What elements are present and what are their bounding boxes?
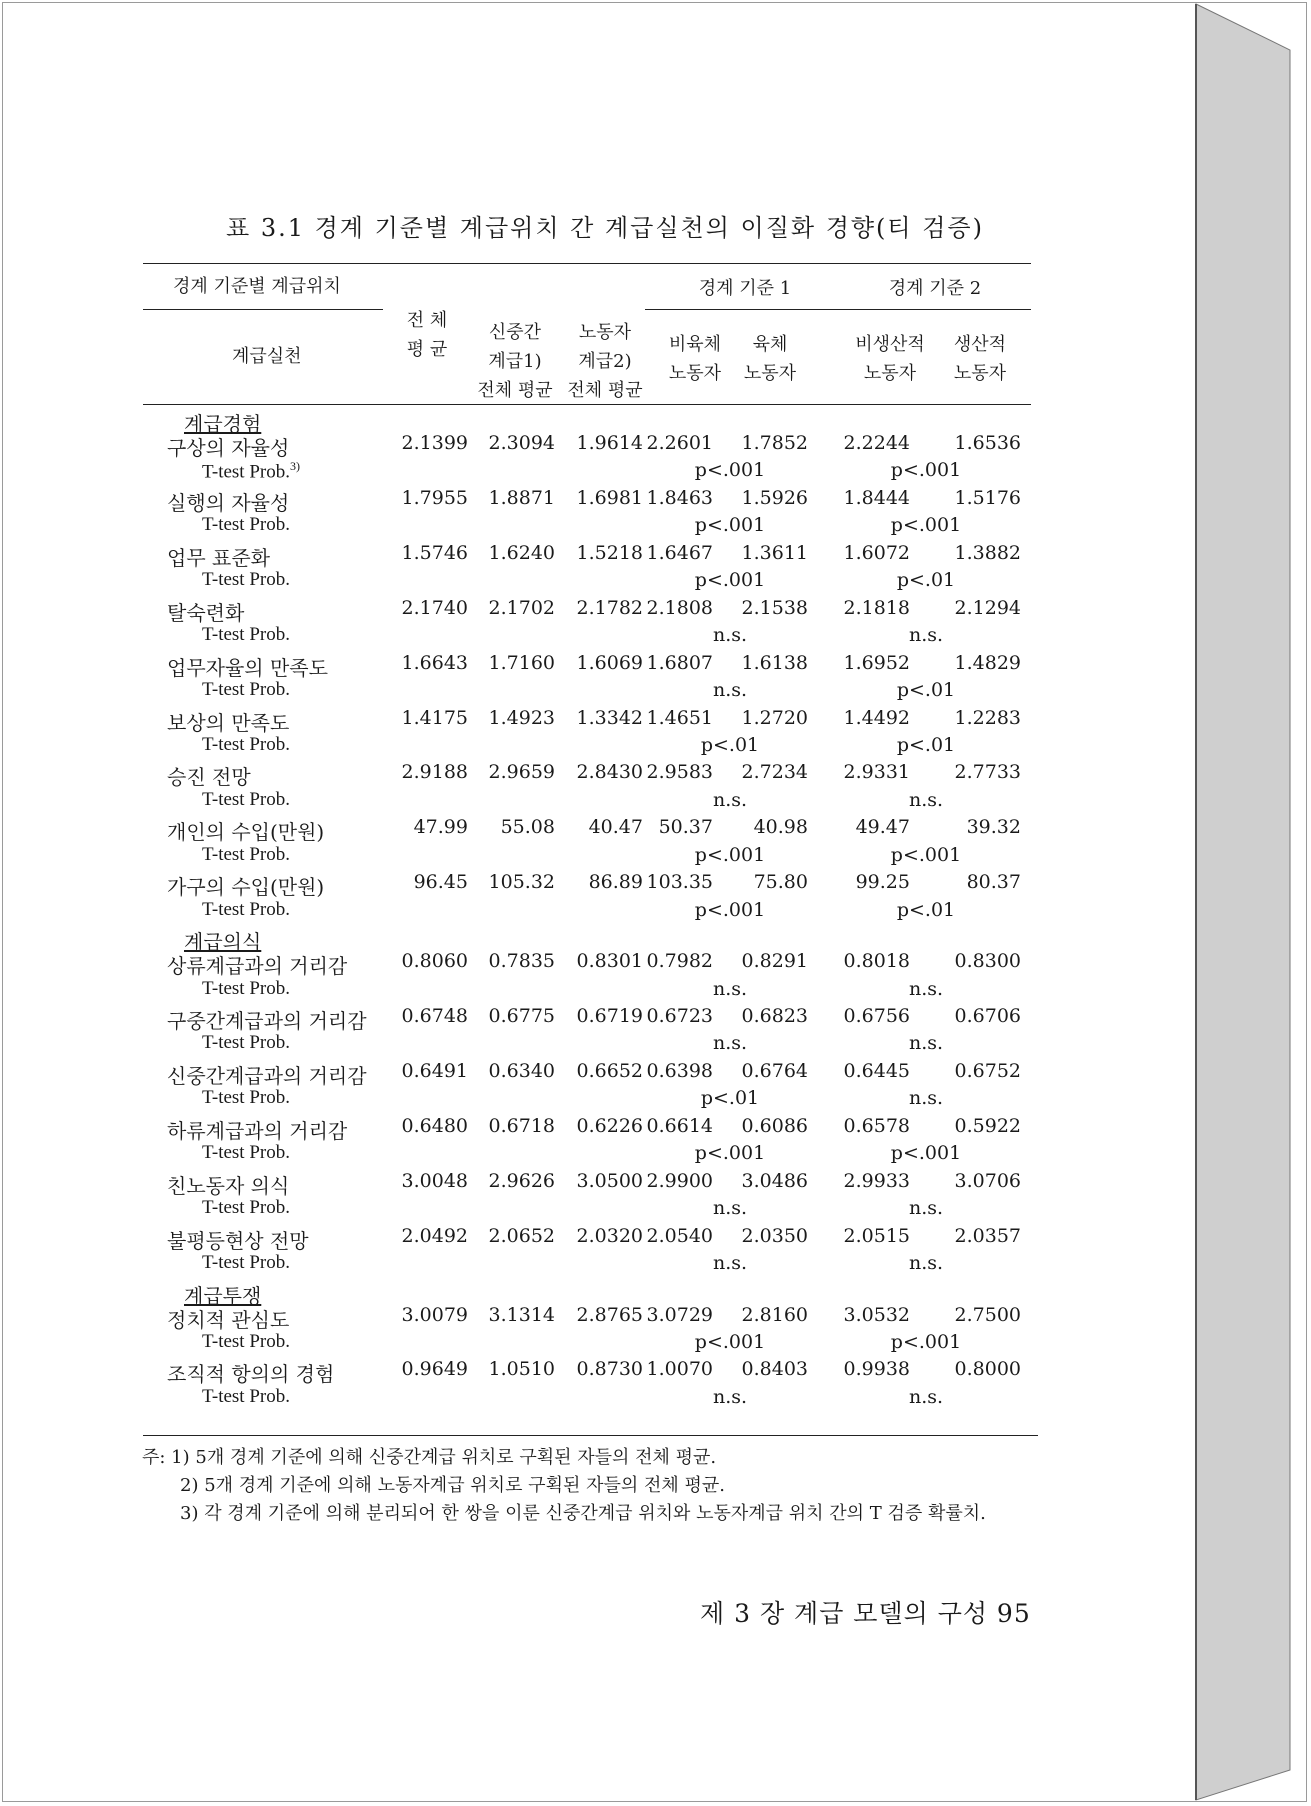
col-total-header: 전 체 평 균	[406, 310, 448, 360]
row-label: 친노동자 의식	[167, 1173, 290, 1198]
table-cell: 0.6445	[843, 1059, 910, 1082]
table-cell: 1.6643	[401, 651, 468, 674]
table-cell: 0.8291	[741, 950, 808, 973]
table-cell: 2.2601	[646, 432, 713, 454]
ttest-label: T-test Prob.	[202, 788, 290, 810]
table-cell: 2.7500	[954, 1303, 1021, 1326]
table-cell: 0.6491	[401, 1059, 468, 1082]
row-label: 구중간계급과의 거리감	[167, 1009, 367, 1033]
table-cell: 2.9933	[843, 1169, 910, 1192]
table-cell: 1.7955	[401, 486, 468, 509]
table-cell: 47.99	[413, 816, 468, 839]
table-cell: 1.7160	[488, 651, 555, 674]
table-bottom-rule	[143, 1435, 1038, 1436]
c1a-header: 비육체 노동자	[668, 334, 722, 384]
table-cell: 3.0532	[843, 1303, 910, 1326]
ttest-value-criterion1: p<.001	[694, 1142, 766, 1165]
table-cell: 0.8018	[843, 950, 910, 973]
ttest-value-criterion1: n.s.	[712, 1252, 748, 1274]
table-cell: 1.4492	[843, 706, 910, 729]
table-cell: 0.6752	[954, 1059, 1021, 1082]
ttest-value-criterion1: n.s.	[712, 1032, 748, 1055]
table-cell: 1.5926	[741, 486, 808, 509]
row-header: 계급실천	[232, 346, 302, 367]
ttest-value-criterion2: p<.01	[896, 569, 956, 592]
row-label: 업무자율의 만족도	[167, 655, 328, 680]
table-cell: 1.3342	[576, 706, 643, 729]
row-label: 정치적 관심도	[167, 1307, 290, 1332]
table-cell: 1.4651	[646, 706, 713, 729]
table-cell: 96.45	[413, 871, 468, 894]
table-cell: 2.9188	[401, 761, 468, 784]
ttest-value-criterion1: n.s.	[712, 977, 748, 1000]
table-cell: 0.6723	[646, 1005, 713, 1027]
table-cell: 0.6226	[576, 1114, 643, 1137]
table-cell: 2.1399	[401, 432, 468, 454]
table-cell: 0.6652	[576, 1059, 643, 1082]
table-cell: 2.3094	[488, 432, 555, 454]
table-cell: 0.7982	[646, 950, 713, 973]
table-cell: 1.6138	[741, 651, 808, 674]
table-cell: 0.6719	[576, 1005, 643, 1027]
ttest-value-criterion2: n.s.	[908, 624, 944, 647]
note-1: 주: 1) 5개 경계 기준에 의해 신중간계급 위치로 구획된 자들의 전체 평균.	[142, 1447, 717, 1468]
ttest-label: T-test Prob.	[202, 679, 290, 700]
ttest-value-criterion2: p<.01	[896, 733, 956, 756]
table-cell: 2.9583	[646, 761, 713, 784]
table-cell: 2.1702	[488, 596, 555, 619]
table-cell: 2.9626	[488, 1169, 555, 1192]
table-cell: 1.6952	[843, 651, 910, 674]
table-cell: 2.8765	[576, 1303, 643, 1326]
section-heading-1: 계급경험	[184, 412, 262, 436]
table-cell: 1.0070	[646, 1358, 713, 1381]
ttest-label: T-test Prob.	[202, 624, 290, 646]
table-cell: 0.6578	[843, 1114, 910, 1137]
table-cell: 2.0350	[741, 1224, 808, 1247]
criterion1-header: 경계 기준 1	[698, 278, 792, 299]
ttest-value-criterion2: p<.001	[890, 459, 962, 482]
table-cell: 0.9938	[843, 1358, 910, 1381]
row-label: 실행의 자율성	[167, 490, 290, 515]
table-cell: 0.6480	[401, 1114, 468, 1137]
table-cell: 0.6748	[401, 1005, 468, 1027]
table-cell: 0.8060	[401, 950, 468, 973]
table-cell: 2.1294	[954, 596, 1021, 619]
row-label: 보상의 만족도	[167, 710, 290, 735]
table-cell: 2.2244	[843, 432, 910, 454]
table-cell: 39.32	[966, 816, 1021, 839]
table-cell: 2.9659	[488, 761, 555, 784]
group-label: 경계 기준별 계급위치	[173, 276, 341, 297]
table-cell: 2.7234	[741, 761, 808, 784]
table-top-rule	[143, 263, 1031, 264]
group-label-rule	[143, 309, 383, 310]
c2b-header: 생산적 노동자	[953, 334, 1007, 384]
ttest-value-criterion1: n.s.	[712, 624, 748, 647]
c1b-header: 육체 노동자	[743, 334, 797, 384]
criterion-rule	[645, 309, 1031, 310]
ttest-value-criterion2: p<.01	[896, 679, 956, 701]
ttest-value-criterion2: p<.01	[896, 898, 956, 921]
table-cell: 40.47	[588, 816, 643, 839]
table-cell: 2.0515	[843, 1224, 910, 1247]
ttest-value-criterion1: p<.001	[694, 1330, 766, 1353]
table-cell: 2.9331	[843, 761, 910, 784]
table-cell: 3.0079	[401, 1303, 468, 1326]
ttest-value-criterion2: p<.001	[890, 843, 962, 866]
col-worker-header: 노동자 계급2) 전체 평균	[567, 322, 643, 401]
table-cell: 1.2720	[741, 706, 808, 729]
table-cell: 0.6764	[741, 1059, 808, 1082]
table-cell: 1.6240	[488, 541, 555, 564]
ttest-label: T-test Prob.	[202, 1142, 290, 1164]
row-label: 신중간계급과의 거리감	[167, 1063, 367, 1088]
table-cell: 1.3611	[741, 541, 808, 564]
criterion2-header: 경계 기준 2	[888, 278, 982, 299]
row-label: 상류계급과의 거리감	[167, 954, 348, 979]
table-cell: 49.47	[855, 816, 910, 839]
ttest-label: T-test Prob.	[202, 1385, 290, 1407]
ttest-label: T-test Prob.	[202, 733, 290, 755]
row-label: 탈숙련화	[167, 600, 245, 625]
c2a-header: 비생산적 노동자	[855, 334, 925, 384]
table-cell: 2.7733	[954, 761, 1021, 784]
table-cell: 1.0510	[488, 1358, 555, 1381]
table-cell: 50.37	[658, 816, 713, 839]
table-cell: 2.0320	[576, 1224, 643, 1247]
table-notes	[142, 1444, 986, 1528]
ttest-value-criterion1: p<.001	[694, 514, 766, 537]
table-cell: 0.8301	[576, 950, 643, 973]
table-cell: 40.98	[753, 816, 808, 839]
table-cell: 1.6807	[646, 651, 713, 674]
ttest-value-criterion2: n.s.	[908, 1087, 944, 1110]
table-cell: 1.8871	[488, 486, 555, 509]
ttest-value-criterion1: n.s.	[712, 1197, 748, 1220]
row-label: 가구의 수입(만원)	[167, 875, 325, 900]
table-cell: 2.1808	[646, 596, 713, 619]
table-cell: 0.6756	[843, 1005, 910, 1027]
table-cell: 0.6340	[488, 1059, 555, 1082]
ttest-label: T-test Prob.	[202, 514, 290, 536]
table-cell: 0.6398	[646, 1059, 713, 1082]
table-cell: 2.1538	[741, 596, 808, 619]
table-cell: 2.8160	[741, 1303, 808, 1326]
table-cell: 3.0729	[646, 1303, 713, 1326]
ttest-value-criterion1: p<.01	[700, 1087, 760, 1110]
ttest-value-criterion2: p<.001	[890, 1330, 962, 1353]
table-cell: 0.6718	[488, 1114, 555, 1137]
table-cell: 0.5922	[954, 1114, 1021, 1137]
table-cell: 103.35	[646, 871, 713, 894]
ttest-value-criterion2: n.s.	[908, 1252, 944, 1274]
table-cell: 1.4923	[488, 706, 555, 729]
table-cell: 0.8300	[954, 950, 1021, 973]
row-label: 구상의 자율성	[167, 436, 290, 460]
ttest-value-criterion2: n.s.	[908, 1032, 944, 1055]
table-cell: 1.6536	[954, 432, 1021, 454]
section-heading-3: 계급투쟁	[184, 1283, 262, 1308]
table-cell: 0.8730	[576, 1358, 643, 1381]
ttest-value-criterion1: p<.001	[694, 898, 766, 921]
row-label: 업무 표준화	[167, 545, 270, 570]
table-cell: 2.8430	[576, 761, 643, 784]
table-cell: 2.0652	[488, 1224, 555, 1247]
book-side-panel	[1196, 4, 1290, 1800]
ttest-value-criterion1: p<.01	[700, 733, 760, 756]
table-cell: 2.0540	[646, 1224, 713, 1247]
row-label: 하류계급과의 거리감	[167, 1118, 348, 1143]
table-cell: 105.32	[488, 871, 555, 894]
ttest-label: T-test Prob.	[202, 843, 290, 865]
ttest-label: T-test Prob.	[202, 1252, 290, 1273]
ttest-value-criterion1: n.s.	[712, 1385, 748, 1408]
ttest-value-criterion2: n.s.	[908, 1197, 944, 1220]
table-cell: 0.6086	[741, 1114, 808, 1137]
table-cell: 80.37	[966, 871, 1021, 894]
table-cell: 3.0486	[741, 1169, 808, 1192]
table-cell: 86.89	[588, 871, 643, 894]
table-cell: 2.1818	[843, 596, 910, 619]
table-cell: 2.9900	[646, 1169, 713, 1192]
table-cell: 55.08	[500, 816, 555, 839]
ttest-value-criterion1: p<.001	[694, 843, 766, 866]
row-label: 조직적 항의의 경험	[167, 1362, 335, 1387]
table-cell: 75.80	[753, 871, 808, 894]
section-heading-2: 계급의식	[184, 930, 262, 955]
table-cell: 3.0048	[401, 1169, 468, 1192]
table-cell: 1.7852	[741, 432, 808, 454]
table-cell: 0.6614	[646, 1114, 713, 1137]
table-cell: 1.5176	[954, 486, 1021, 509]
table-cell: 1.6981	[576, 486, 643, 509]
ttest-label: T-test Prob.	[202, 898, 290, 920]
table-cell: 1.9614	[576, 432, 643, 454]
table-cell: 0.8403	[741, 1358, 808, 1381]
ttest-label: T-test Prob.	[202, 1197, 290, 1219]
ttest-value-criterion2: p<.001	[890, 1142, 962, 1165]
ttest-label: T-test Prob.$^{3)}$	[202, 459, 300, 483]
page-footer: 제 3 장 계급 모델의 구성 95	[700, 1599, 1031, 1628]
table-cell: 2.1782	[576, 596, 643, 619]
table-cell: 0.6706	[954, 1005, 1021, 1027]
table-cell: 3.0500	[576, 1169, 643, 1192]
table-cell: 0.7835	[488, 950, 555, 973]
note-2: 2) 5개 경계 기준에 의해 노동자계급 위치로 구획된 자들의 전체 평균.	[180, 1475, 725, 1496]
table-title: 표 3.1 경계 기준별 계급위치 간 계급실천의 이질화 경향(티 검증)	[226, 214, 984, 242]
table-cell: 0.6823	[741, 1005, 808, 1027]
ttest-value-criterion2: n.s.	[908, 1385, 944, 1408]
row-label: 불평등현상 전망	[167, 1228, 309, 1253]
table-cell: 1.4175	[401, 706, 468, 729]
table-cell: 0.8000	[954, 1358, 1021, 1381]
table-cell: 2.1740	[401, 596, 468, 619]
ttest-label: T-test Prob.	[202, 1087, 290, 1109]
table-cell: 1.3882	[954, 541, 1021, 564]
ttest-value-criterion2: p<.001	[890, 514, 962, 537]
ttest-value-criterion1: p<.001	[694, 569, 766, 592]
ttest-label: T-test Prob.	[202, 977, 290, 999]
ttest-value-criterion2: n.s.	[908, 788, 944, 811]
ttest-label: T-test Prob.	[202, 1032, 290, 1054]
table-cell: 1.2283	[954, 706, 1021, 729]
table-cell: 2.0357	[954, 1224, 1021, 1247]
table-cell: 2.0492	[401, 1224, 468, 1247]
table-cell: 3.1314	[488, 1303, 555, 1326]
ttest-value-criterion1: n.s.	[712, 679, 748, 701]
ttest-value-criterion1: p<.001	[694, 459, 766, 482]
row-label: 개인의 수입(만원)	[167, 820, 325, 845]
table-cell: 1.6069	[576, 651, 643, 674]
table-cell: 1.4829	[954, 651, 1021, 674]
table-cell: 0.9649	[401, 1358, 468, 1381]
table-cell: 1.5218	[576, 541, 643, 564]
table-cell: 3.0706	[954, 1169, 1021, 1192]
note-3: 3) 각 경계 기준에 의해 분리되어 한 쌍을 이룬 신중간계급 위치와 노동자계급 위치 간의 T 검증 확률치.	[180, 1503, 986, 1524]
table-cell: 1.6467	[646, 541, 713, 564]
table-cell: 1.6072	[843, 541, 910, 564]
table-cell: 0.6775	[488, 1005, 555, 1027]
table-cell: 1.5746	[401, 541, 468, 564]
table-cell: 1.8444	[843, 486, 910, 509]
ttest-label: T-test Prob.	[202, 569, 290, 591]
ttest-label: T-test Prob.	[202, 1330, 290, 1352]
col-newmid-header: 신중간 계급1) 전체 평균	[477, 322, 553, 401]
table-cell: 99.25	[855, 871, 910, 894]
ttest-value-criterion1: n.s.	[712, 788, 748, 811]
ttest-value-criterion2: n.s.	[908, 977, 944, 1000]
table-cell: 1.8463	[646, 486, 713, 509]
row-label: 승진 전망	[167, 765, 251, 790]
